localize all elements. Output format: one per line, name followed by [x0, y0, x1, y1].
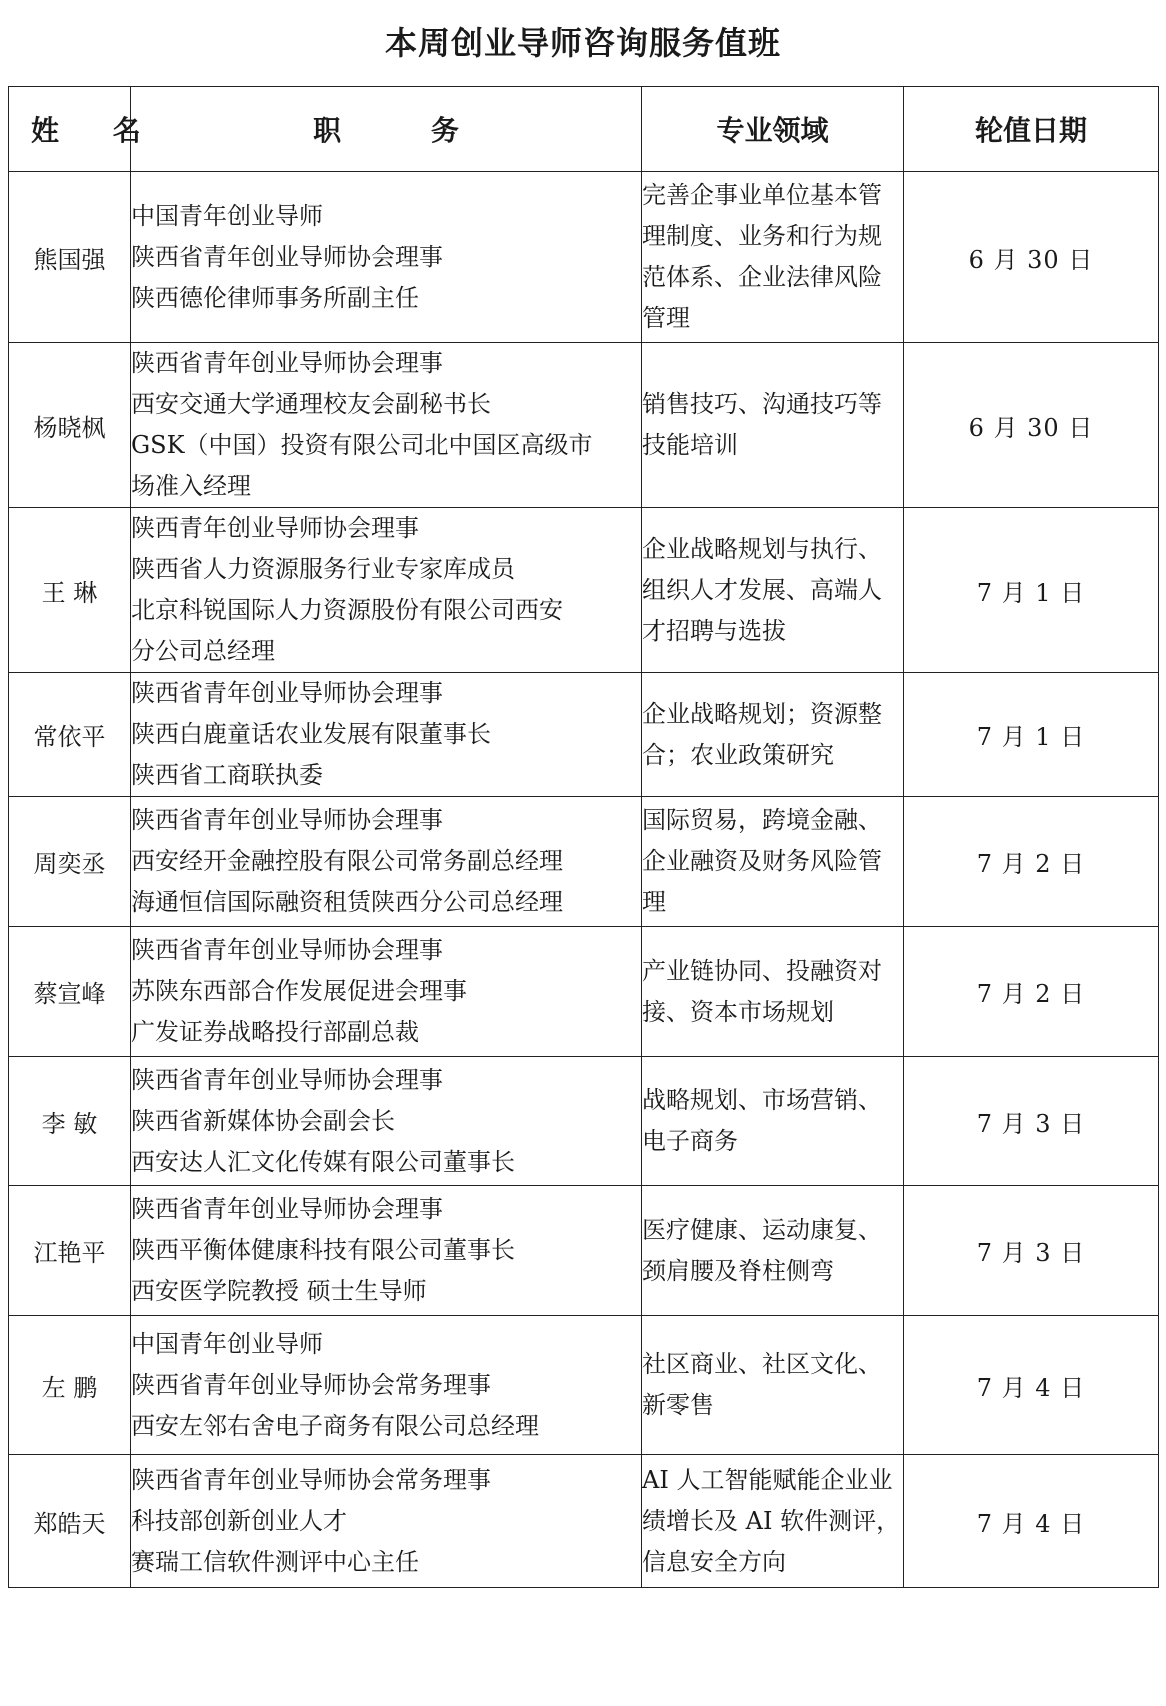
position-line: 赛瑞工信软件测评中心主任: [131, 1547, 419, 1576]
mentor-positions: [131, 1455, 642, 1588]
position-line: 西安交通大学通理校友会副秘书长: [131, 390, 491, 418]
table-row: [9, 797, 1159, 927]
position-line: 陕西省青年创业导师协会理事: [131, 936, 443, 964]
page-title: 本周创业导师咨询服务值班: [384, 24, 781, 62]
position-line: 海通恒信国际融资租赁陕西分公司总经理: [131, 888, 563, 916]
position-line: 北京科锐国际人力资源股份有限公司西安: [131, 596, 563, 624]
position-line: GSK（中国）投资有限公司北中国区高级市: [131, 431, 593, 459]
mentor-name: 王 琳: [9, 508, 131, 673]
duty-date: 7 月 4 日: [904, 1455, 1159, 1588]
header-position: 职 务: [131, 87, 642, 172]
table-row: [9, 927, 1159, 1057]
duty-date: 6 月 30 日: [904, 343, 1159, 508]
expertise-field: 国际贸易，跨境金融、企业融资及财务风险管理: [642, 797, 904, 927]
position-line: 陕西省工商联执委: [131, 761, 323, 789]
mentor-name: 蔡宣峰: [9, 927, 131, 1057]
mentor-name: 左 鹏: [9, 1316, 131, 1455]
position-line: 中国青年创业导师: [131, 1329, 323, 1358]
table-header-row: [9, 87, 1159, 172]
expertise-field: 医疗健康、运动康复、颈肩腰及脊柱侧弯: [642, 1186, 904, 1316]
position-line: 西安达人汇文化传媒有限公司董事长: [131, 1147, 515, 1176]
mentor-positions: [131, 172, 642, 343]
duty-date: 7 月 2 日: [904, 927, 1159, 1057]
position-line: 陕西省青年创业导师协会理事: [131, 1195, 443, 1223]
position-line: 广发证券战略投行部副总裁: [131, 1018, 419, 1046]
position-line: 场准入经理: [131, 472, 251, 500]
header-name: 姓 名: [9, 87, 131, 172]
expertise-field: 企业战略规划；资源整合；农业政策研究: [642, 673, 904, 797]
mentor-positions: [131, 673, 642, 797]
position-line: 西安左邻右舍电子商务有限公司总经理: [131, 1411, 539, 1440]
position-line: 科技部创新创业人才: [131, 1506, 347, 1535]
expertise-field: 产业链协同、投融资对接、资本市场规划: [642, 927, 904, 1057]
expertise-field: 企业战略规划与执行、组织人才发展、高端人才招聘与选拔: [642, 508, 904, 673]
table-row: [9, 1057, 1159, 1186]
position-line: 陕西省青年创业导师协会常务理事: [131, 1370, 491, 1399]
position-line: 陕西省青年创业导师协会理事: [131, 349, 443, 377]
expertise-field: 完善企事业单位基本管理制度、业务和行为规范体系、企业法律风险管理: [642, 172, 904, 343]
expertise-field: 销售技巧、沟通技巧等技能培训: [642, 343, 904, 508]
table-row: [9, 1186, 1159, 1316]
expertise-field: 社区商业、社区文化、新零售: [642, 1316, 904, 1455]
position-line: 陕西省青年创业导师协会理事: [131, 242, 443, 271]
position-line: 西安医学院教授 硕士生导师: [131, 1277, 427, 1305]
header-field: 专业领域: [642, 87, 904, 172]
expertise-field: AI 人工智能赋能企业业绩增长及 AI 软件测评，信息安全方向: [642, 1455, 904, 1588]
mentor-name: 熊国强: [9, 172, 131, 343]
expertise-field: 战略规划、市场营销、电子商务: [642, 1057, 904, 1186]
mentor-name: 李 敏: [9, 1057, 131, 1186]
position-line: 陕西白鹿童话农业发展有限董事长: [131, 720, 491, 748]
mentor-positions: [131, 1186, 642, 1316]
mentor-name: 常依平: [9, 673, 131, 797]
position-line: 西安经开金融控股有限公司常务副总经理: [131, 847, 563, 875]
mentor-positions: [131, 797, 642, 927]
mentor-positions: [131, 1057, 642, 1186]
position-line: 陕西省青年创业导师协会理事: [131, 806, 443, 834]
table-body: [9, 172, 1159, 1588]
position-line: 陕西德伦律师事务所副主任: [131, 283, 419, 312]
table-row: [9, 673, 1159, 797]
duty-date: 7 月 4 日: [904, 1316, 1159, 1455]
mentor-positions: [131, 1316, 642, 1455]
table-row: [9, 1455, 1159, 1588]
position-line: 苏陕东西部合作发展促进会理事: [131, 977, 467, 1005]
position-line: 陕西省人力资源服务行业专家库成员: [131, 555, 515, 583]
duty-date: 7 月 3 日: [904, 1057, 1159, 1186]
duty-date: 6 月 30 日: [904, 172, 1159, 343]
table-row: [9, 508, 1159, 673]
table-row: [9, 343, 1159, 508]
position-line: 陕西省青年创业导师协会常务理事: [131, 1465, 491, 1494]
duty-date: 7 月 1 日: [904, 673, 1159, 797]
position-line: 陕西青年创业导师协会理事: [131, 514, 419, 542]
position-line: 分公司总经理: [131, 637, 275, 665]
mentor-positions: [131, 343, 642, 508]
mentor-name: 郑皓天: [9, 1455, 131, 1588]
position-line: 陕西省新媒体协会副会长: [131, 1106, 395, 1135]
mentor-positions: [131, 508, 642, 673]
position-line: 陕西省青年创业导师协会理事: [131, 1065, 443, 1094]
table-row: [9, 172, 1159, 343]
mentor-name: 江艳平: [9, 1186, 131, 1316]
mentor-name: 周奕丞: [9, 797, 131, 927]
table-row: [9, 1316, 1159, 1455]
position-line: 陕西平衡体健康科技有限公司董事长: [131, 1236, 515, 1264]
duty-date: 7 月 1 日: [904, 508, 1159, 673]
mentor-name: 杨晓枫: [9, 343, 131, 508]
position-line: 中国青年创业导师: [131, 201, 323, 230]
mentor-positions: [131, 927, 642, 1057]
duty-date: 7 月 3 日: [904, 1186, 1159, 1316]
position-line: 陕西省青年创业导师协会理事: [131, 679, 443, 707]
header-date: 轮值日期: [904, 87, 1159, 172]
duty-roster-table: [8, 86, 1159, 1588]
duty-date: 7 月 2 日: [904, 797, 1159, 927]
